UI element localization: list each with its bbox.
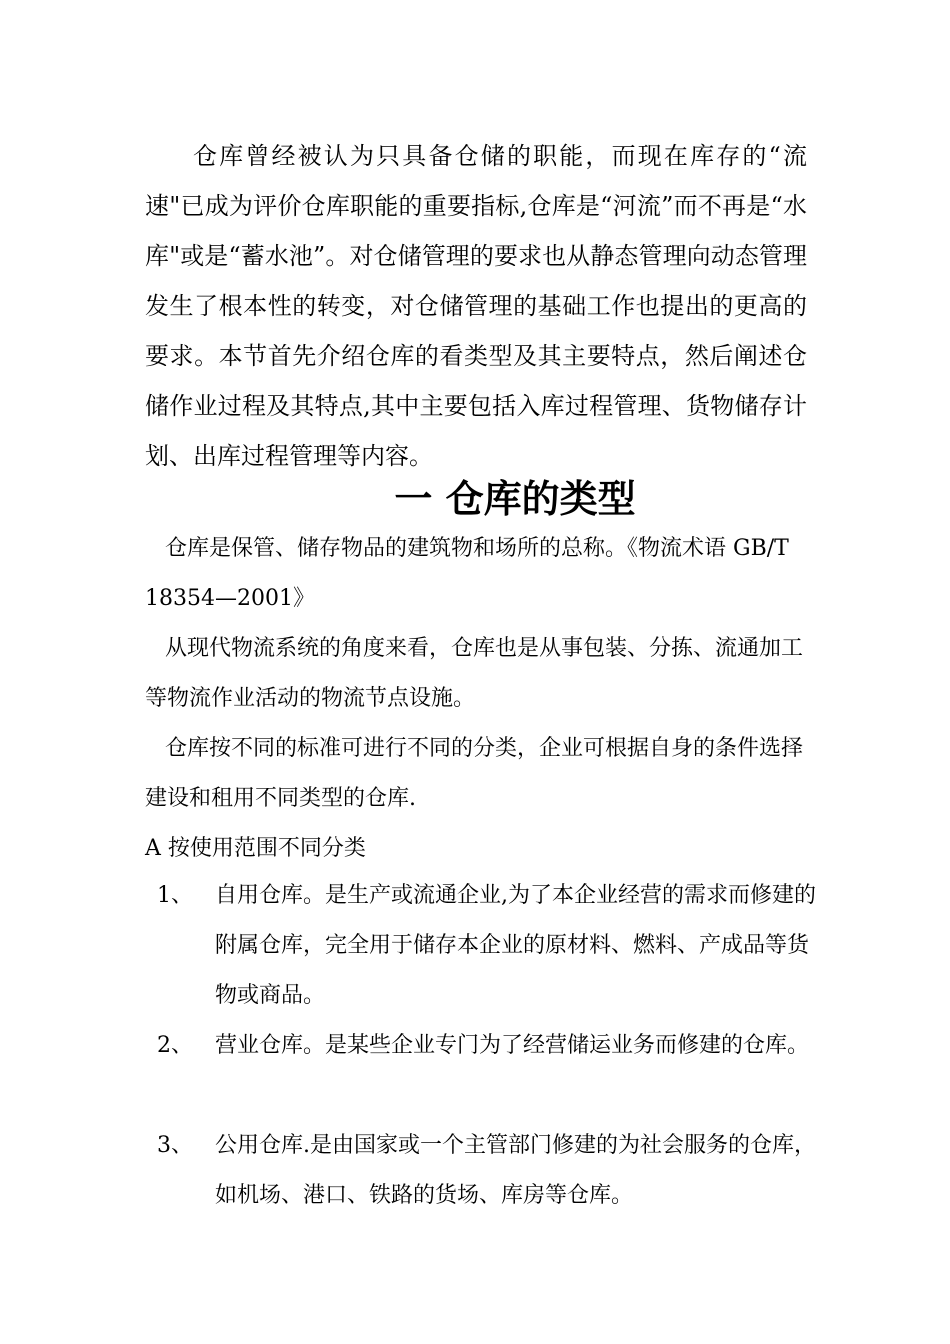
definition-paragraph: 仓库是保管、储存物品的建筑物和场所的总称。《物流术语 GB/T 18354—2001》 [145, 536, 789, 611]
classification-paragraph: 仓库按不同的标准可进行不同的分类，企业可根据自身的条件选择建设和租用不同类型的仓库. [145, 736, 804, 811]
list-item-number: 1、 [157, 883, 193, 908]
list-item-text: 自用仓库。是生产或流通企业,为了本企业经营的需求而修建的附属仓库，完全用于储存本企业的原材料、燃料、产成品等货物或商品。 [215, 883, 816, 1008]
list-item-number: 3、 [157, 1133, 193, 1158]
subheading: A 按使用范围不同分类 [145, 836, 366, 861]
list-item-text: 营业仓库。是某些企业专门为了经营储运业务而修建的仓库。 [215, 1033, 810, 1058]
section-heading: 一 仓库的类型 [394, 477, 636, 521]
intro-paragraph: 仓库曾经被认为只具备仓储的职能，而现在库存的“流速"已成为评价仓库职能的重要指标,仓库是“河流”而不再是“水库"或是“蓄水池”。对仓储管理的要求也从静态管理向动态管理发生了根本性的转变，对仓储管理的基础工作也提出的更高的要求。本节首先介绍仓库的看类型及其主要特点，然后阐述仓储作业过程及其特点,其中主要包括入库过程管理、货物储存计划、出库过程管理等内容。 [145, 142, 807, 470]
logistics-paragraph: 从现代物流系统的角度来看，仓库也是从事包装、分拣、流通加工等物流作业活动的物流节点设施。 [145, 636, 804, 711]
list-item-number: 2、 [157, 1033, 193, 1058]
list-item-text: 公用仓库.是由国家或一个主管部门修建的为社会服务的仓库，如机场、港口、铁路的货场、库房等仓库。 [215, 1133, 816, 1208]
